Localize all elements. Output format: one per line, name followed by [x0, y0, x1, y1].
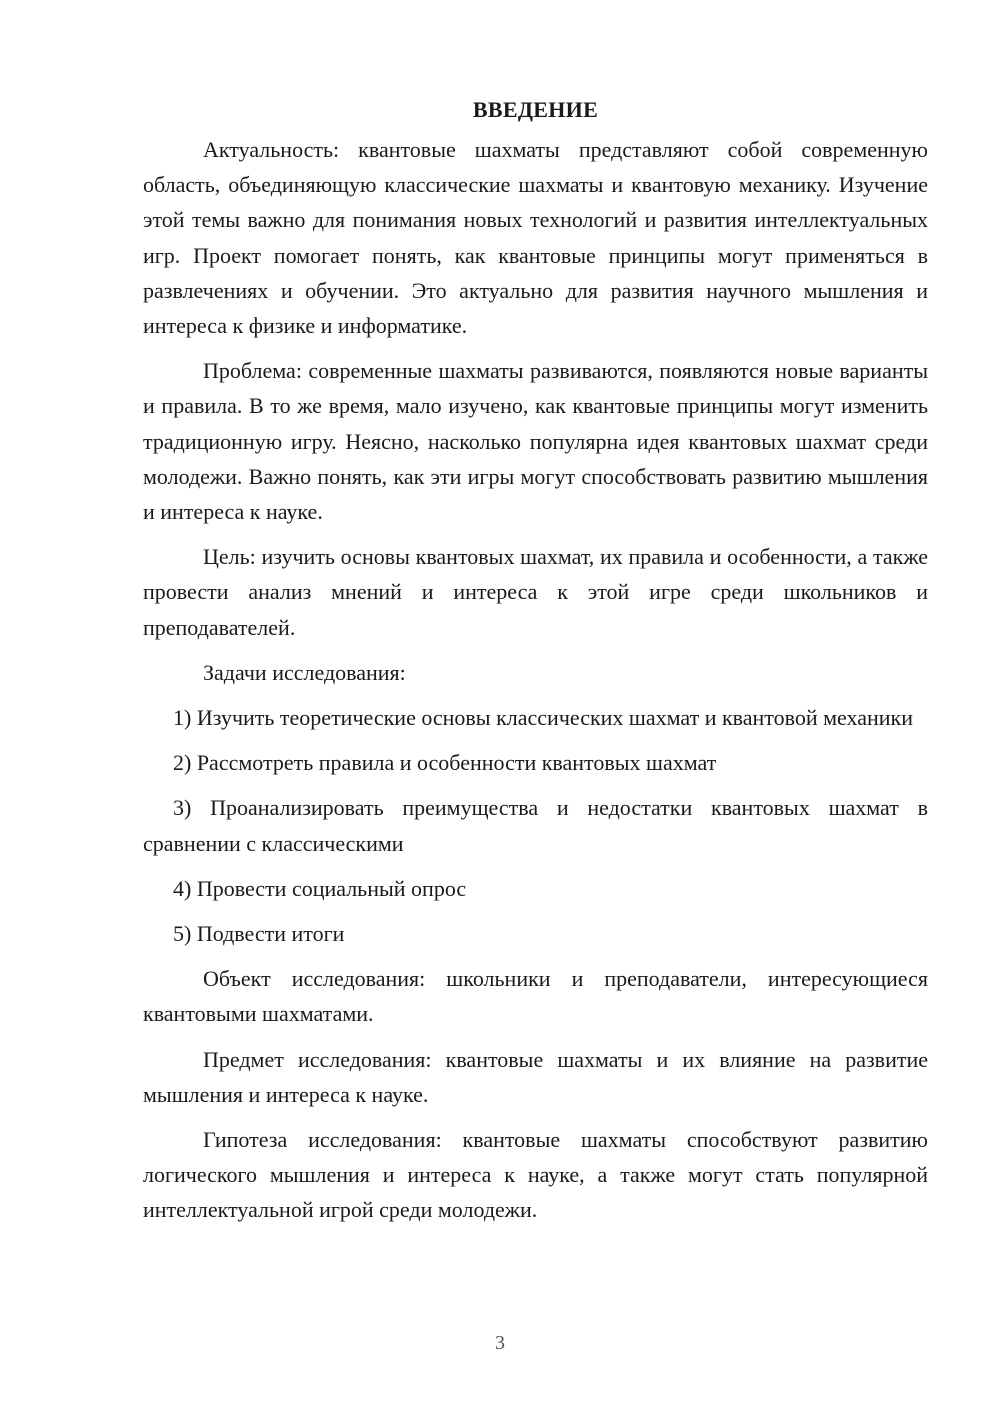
task-item-2: 2) Рассмотреть правила и особенности квантовых шахмат [173, 750, 717, 776]
task-item-4: 4) Провести социальный опрос [173, 875, 467, 901]
page-number: 3 [495, 1332, 505, 1354]
tasks-heading: Задачи исследования: [203, 659, 406, 685]
relevance-paragraph: Актуальность: квантовые шахматы представляют собой современную область, объединяющую классические шахматы и квантовую механику. Изучение этой темы важно для понимания новых технологий и развития интеллектуальных игр. Проект помогает понять, как квантовые принципы могут применяться в развлечениях и обучении. Это актуально для развития научного мышления и интереса к физике и информатике. [143, 137, 928, 339]
document-page [143, 92, 928, 1238]
subject-paragraph: Предмет исследования: квантовые шахматы и их влияние на развитие мышления и интереса к науке. [143, 1046, 928, 1107]
task-item-1: 1) Изучить теоретические основы классических шахмат и квантовой механики [173, 705, 914, 731]
task-item-5: 5) Подвести итоги [173, 921, 345, 947]
problem-paragraph: Проблема: современные шахматы развиваются, появляются новые варианты и правила. В то же время, мало изучено, как квантовые принципы могут изменить традиционную игру. Неясно, насколько популярна идея квантовых шахмат среди молодежи. Важно понять, как эти игры могут способствовать развитию мышления и интереса к науке. [143, 358, 928, 525]
object-paragraph: Объект исследования: школьники и преподаватели, интересующиеся квантовыми шахматами. [143, 966, 928, 1027]
goal-paragraph: Цель: изучить основы квантовых шахмат, их правила и особенности, а также провести анализ мнений и интереса к этой игре среди школьников и преподавателей. [143, 544, 928, 640]
hypothesis-paragraph: Гипотеза исследования: квантовые шахматы способствуют развитию логического мышления и интереса к науке, а также могут стать популярной интеллектуальной игрой среди молодежи. [143, 1127, 928, 1223]
task-item-3: 3) Проанализировать преимущества и недостатки квантовых шахмат в сравнении с классическими [143, 795, 928, 856]
section-title: ВВЕДЕНИЕ [472, 97, 599, 122]
